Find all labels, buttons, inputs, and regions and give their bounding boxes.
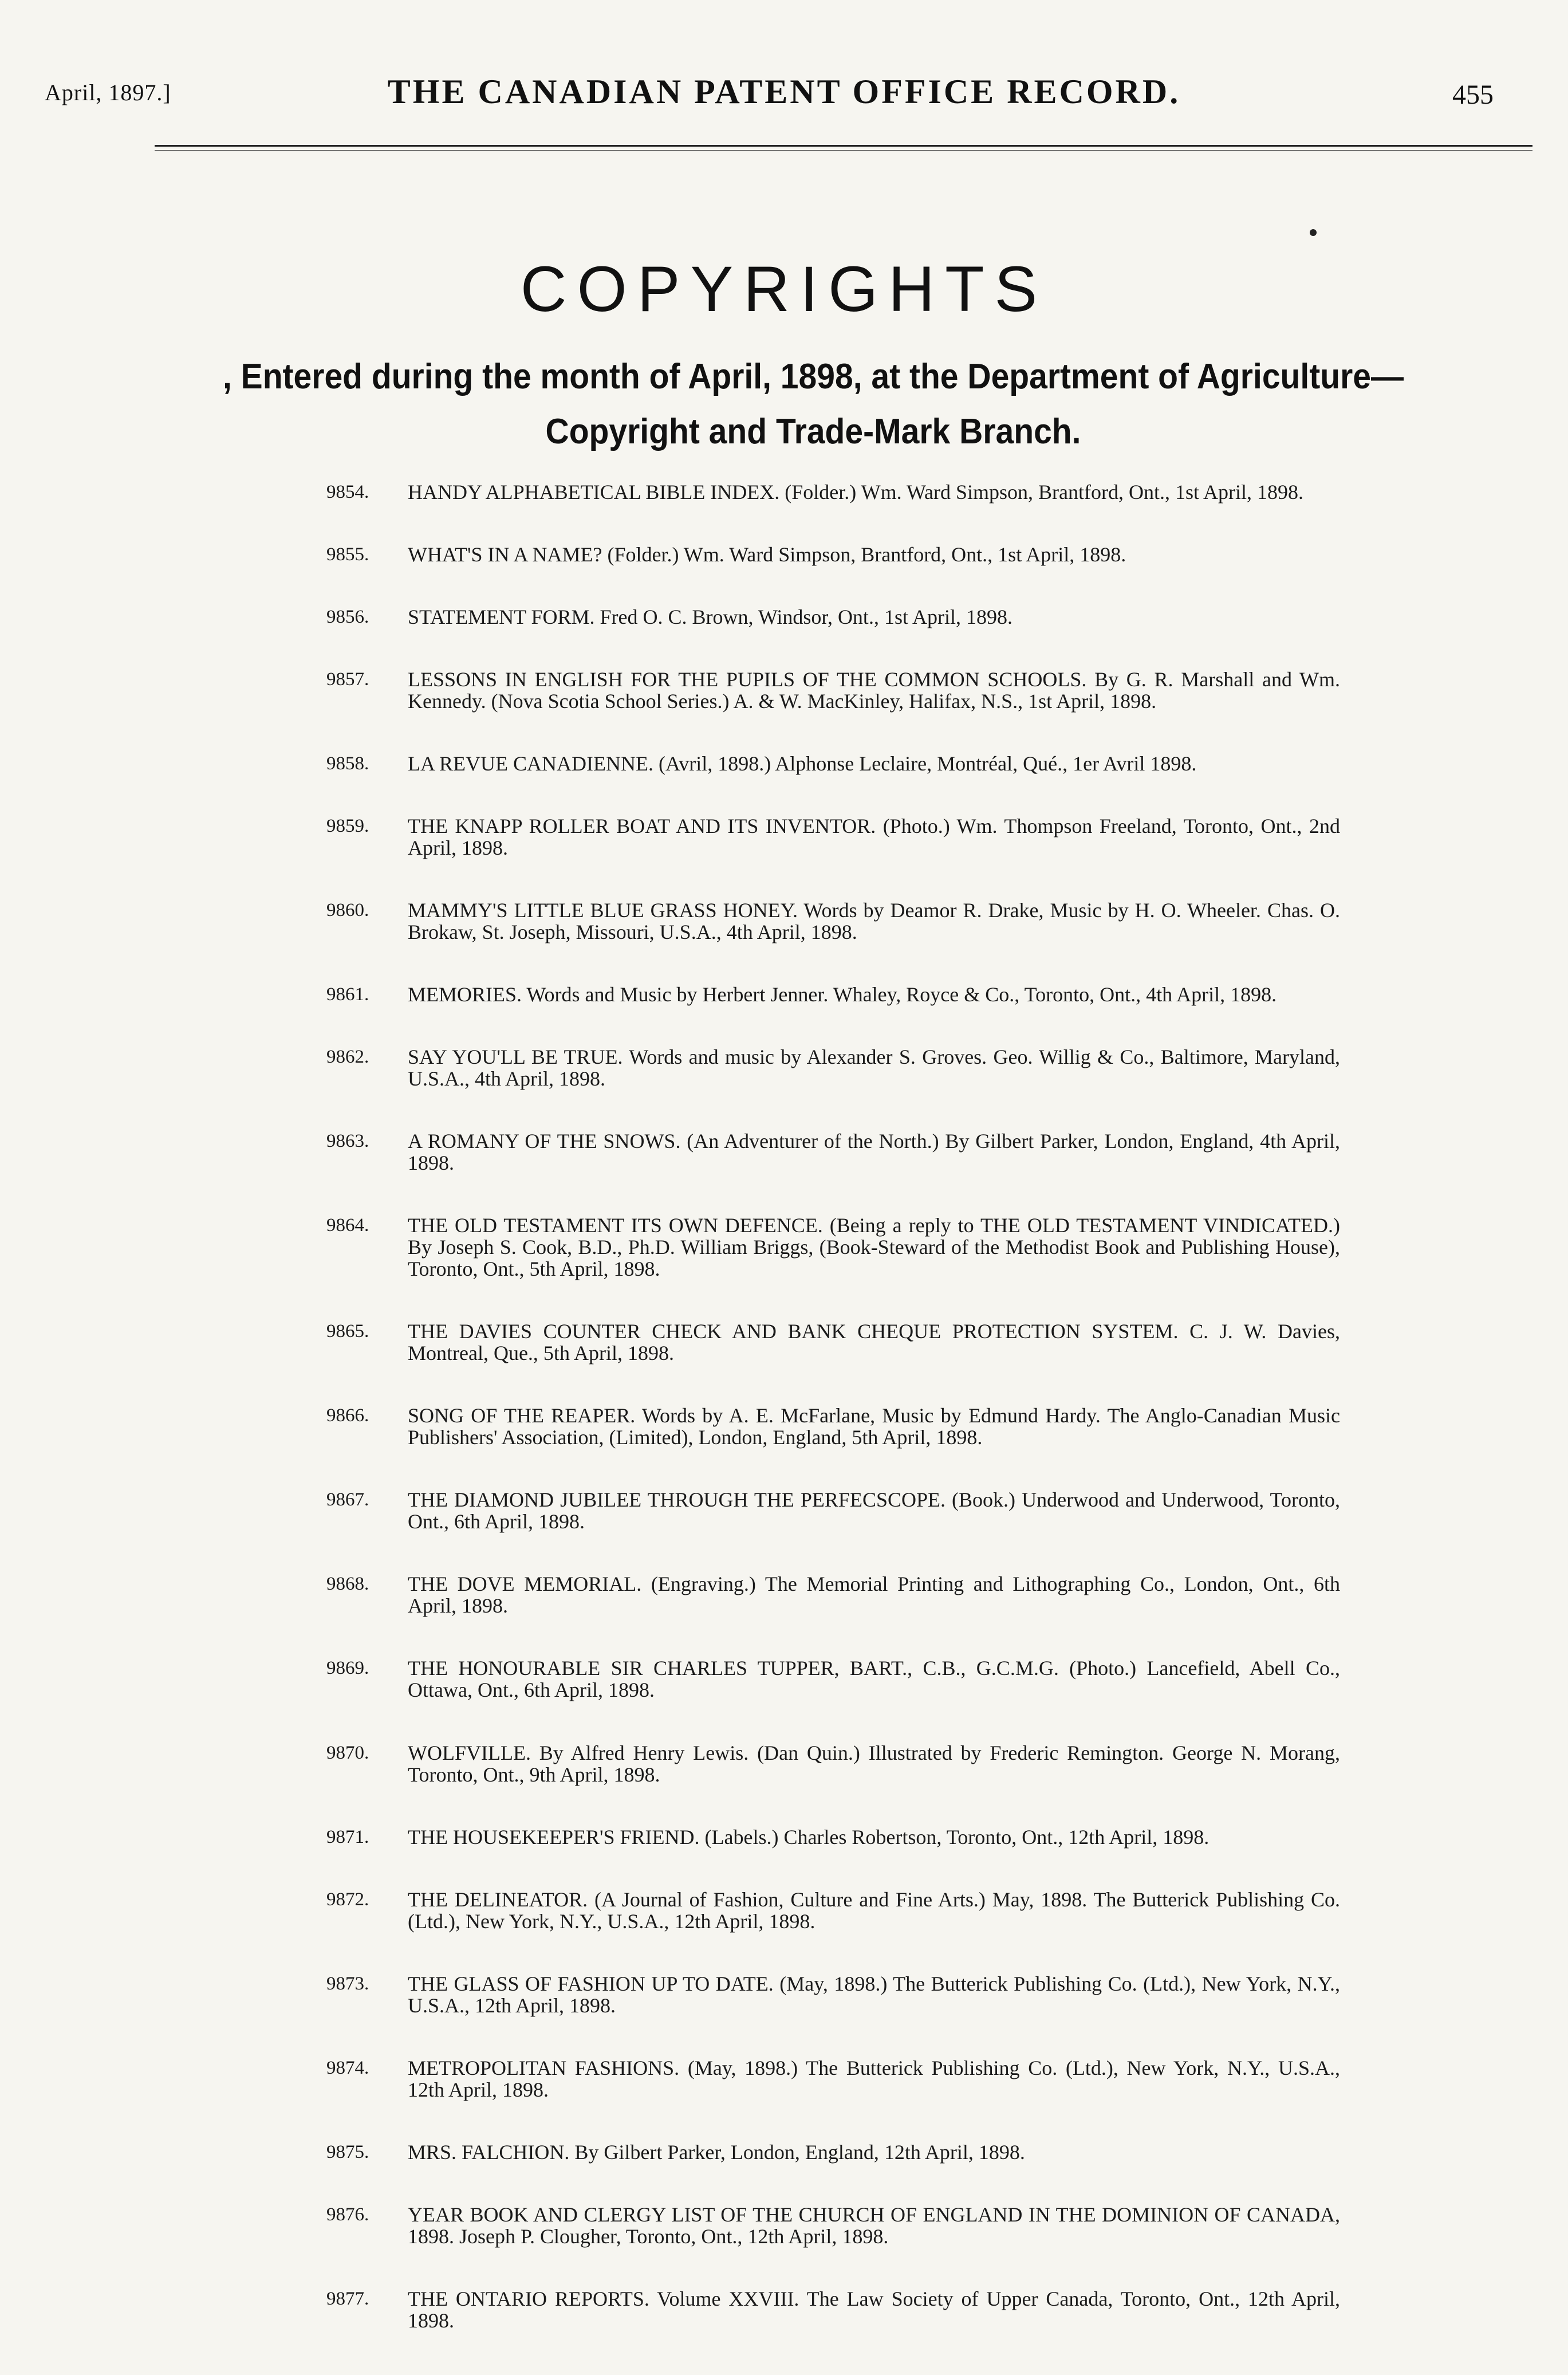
entry-number: 9877. xyxy=(326,2288,369,2309)
entry-text: THE DAVIES COUNTER CHECK AND BANK CHEQUE PROTECTION SYSTEM. C. J. W. Davies, Montreal, Que., 5th April, 1898. xyxy=(408,1320,1340,1365)
entry-text: WOLFVILLE. By Alfred Henry Lewis. (Dan Quin.) Illustrated by Frederic Remington. George N. Morang, Toronto, Ont., 9th April, 1898. xyxy=(408,1741,1340,1786)
copyright-entry xyxy=(326,1826,1340,1848)
copyright-entry xyxy=(326,753,1340,774)
page-number: 455 xyxy=(1452,80,1494,110)
entry-number: 9862. xyxy=(326,1047,369,1068)
entry-number: 9864. xyxy=(326,1215,369,1236)
copyright-entry xyxy=(326,1889,1340,1932)
entry-number: 9859. xyxy=(326,816,369,837)
copyright-entry xyxy=(326,1214,1340,1280)
entry-number: 9870. xyxy=(326,1742,369,1763)
copyright-entry xyxy=(326,2057,1340,2101)
copyright-entry xyxy=(326,2141,1340,2163)
copyright-entry xyxy=(326,544,1340,565)
copyright-entry xyxy=(326,2204,1340,2247)
entry-number: 9873. xyxy=(326,1973,369,1994)
header-rule-thin xyxy=(155,150,1532,151)
entry-text: THE OLD TESTAMENT ITS OWN DEFENCE. (Being a reply to THE OLD TESTAMENT VINDICATED.) By Joseph S. Cook, B.D., Ph.D. William Briggs, (Book-Steward of the Methodist Book and Publishing House), Toronto, Ont., 5th April, 1898. xyxy=(408,1214,1340,1281)
entry-text: LA REVUE CANADIENNE. (Avril, 1898.) Alphonse Leclaire, Montréal, Qué., 1er Avril 1898. xyxy=(408,752,1197,776)
entry-number: 9858. xyxy=(326,753,369,774)
entry-text: THE KNAPP ROLLER BOAT AND ITS INVENTOR. (Photo.) Wm. Thompson Freeland, Toronto, Ont., 2nd April, 1898. xyxy=(408,815,1340,860)
entry-text: THE DELINEATOR. (A Journal of Fashion, Culture and Fine Arts.) May, 1898. The Butterick Publishing Co. (Ltd.), New York, N.Y., U.S.A., 12th April, 1898. xyxy=(408,1888,1340,1933)
entry-number: 9856. xyxy=(326,607,369,628)
copyright-entry xyxy=(326,984,1340,1005)
entry-number: 9872. xyxy=(326,1889,369,1910)
entry-text: METROPOLITAN FASHIONS. (May, 1898.) The Butterick Publishing Co. (Ltd.), New York, N.Y., U.S.A., 12th April, 1898. xyxy=(408,2056,1340,2101)
entry-text: THE HONOURABLE SIR CHARLES TUPPER, BART., C.B., G.C.M.G. (Photo.) Lancefield, Abell Co., Ottawa, Ont., 6th April, 1898. xyxy=(408,1657,1340,1702)
copyright-entry xyxy=(326,606,1340,628)
entry-text: YEAR BOOK AND CLERGY LIST OF THE CHURCH OF ENGLAND IN THE DOMINION OF CANADA, 1898. Joseph P. Clougher, Toronto, Ont., 12th April, 1898. xyxy=(408,2203,1340,2248)
copyright-entry xyxy=(326,669,1340,712)
copyright-entry xyxy=(326,1130,1340,1174)
subtitle-line-2: Copyright and Trade-Mark Branch. xyxy=(545,412,1081,451)
ink-dot xyxy=(1310,229,1317,236)
entry-text: THE DOVE MEMORIAL. (Engraving.) The Memorial Printing and Lithographing Co., London, Ont., 6th April, 1898. xyxy=(408,1572,1340,1618)
subtitle-line-1: , Entered during the month of April, 1898, at the Department of Agriculture— xyxy=(222,357,1404,396)
entry-text: MAMMY'S LITTLE BLUE GRASS HONEY. Words by Deamor R. Drake, Music by H. O. Wheeler. Chas. O. Brokaw, St. Joseph, Missouri, U.S.A., 4th April, 1898. xyxy=(408,899,1340,944)
copyright-entry xyxy=(326,1657,1340,1701)
section-title: COPYRIGHTS xyxy=(520,253,1048,325)
entry-number: 9875. xyxy=(326,2141,369,2162)
entry-number: 9868. xyxy=(326,1574,369,1595)
entry-number: 9867. xyxy=(326,1489,369,1511)
copyright-entry xyxy=(326,481,1340,503)
entry-text: LESSONS IN ENGLISH FOR THE PUPILS OF THE COMMON SCHOOLS. By G. R. Marshall and Wm. Kennedy. (Nova Scotia School Series.) A. & W. MacKinley, Halifax, N.S., 1st April, 1898. xyxy=(408,668,1340,713)
entry-number: 9855. xyxy=(326,544,369,565)
copyright-entries-list xyxy=(326,481,1340,2331)
entry-number: 9866. xyxy=(326,1405,369,1426)
copyright-entry xyxy=(326,1046,1340,1090)
entry-text: MRS. FALCHION. By Gilbert Parker, London, England, 12th April, 1898. xyxy=(408,2140,1025,2164)
entry-text: HANDY ALPHABETICAL BIBLE INDEX. (Folder.) Wm. Ward Simpson, Brantford, Ont., 1st April, 1898. xyxy=(408,481,1304,504)
header-date: April, 1897.] xyxy=(45,80,171,105)
header-title: THE CANADIAN PATENT OFFICE RECORD. xyxy=(387,73,1181,111)
entry-number: 9865. xyxy=(326,1321,369,1342)
copyright-entry xyxy=(326,1573,1340,1617)
copyright-entry xyxy=(326,1489,1340,1532)
entry-text: THE GLASS OF FASHION UP TO DATE. (May, 1898.) The Butterick Publishing Co. (Ltd.), New York, N.Y., U.S.A., 12th April, 1898. xyxy=(408,1972,1340,2017)
page-header xyxy=(0,0,1568,155)
entry-number: 9869. xyxy=(326,1658,369,1679)
entry-number: 9874. xyxy=(326,2057,369,2078)
entry-text: THE ONTARIO REPORTS. Volume XXVIII. The Law Society of Upper Canada, Toronto, Ont., 12th April, 1898. xyxy=(408,2287,1340,2332)
entry-text: SONG OF THE REAPER. Words by A. E. McFarlane, Music by Edmund Hardy. The Anglo-Canadian Music Publishers' Association, (Limited), London, England, 5th April, 1898. xyxy=(408,1404,1340,1449)
entry-text: STATEMENT FORM. Fred O. C. Brown, Windsor, Ont., 1st April, 1898. xyxy=(408,605,1012,629)
copyright-entry xyxy=(326,815,1340,859)
copyright-entry xyxy=(326,1742,1340,1786)
section-subtitle xyxy=(139,349,1487,459)
entry-text: MEMORIES. Words and Music by Herbert Jenner. Whaley, Royce & Co., Toronto, Ont., 4th April, 1898. xyxy=(408,983,1277,1006)
entry-number: 9860. xyxy=(326,900,369,921)
copyright-entry xyxy=(326,1973,1340,2016)
header-rule xyxy=(155,145,1532,147)
entry-text: WHAT'S IN A NAME? (Folder.) Wm. Ward Simpson, Brantford, Ont., 1st April, 1898. xyxy=(408,543,1126,567)
entry-number: 9871. xyxy=(326,1826,369,1847)
entry-number: 9863. xyxy=(326,1131,369,1152)
entry-text: THE HOUSEKEEPER'S FRIEND. (Labels.) Charles Robertson, Toronto, Ont., 12th April, 1898. xyxy=(408,1825,1210,1849)
copyright-entry xyxy=(326,2288,1340,2331)
entry-number: 9857. xyxy=(326,669,369,690)
copyright-entry xyxy=(326,1405,1340,1448)
entry-number: 9854. xyxy=(326,482,369,502)
entry-text: A ROMANY OF THE SNOWS. (An Adventurer of the North.) By Gilbert Parker, London, England, 4th April, 1898. xyxy=(408,1130,1340,1175)
entry-text: SAY YOU'LL BE TRUE. Words and music by Alexander S. Groves. Geo. Willig & Co., Baltimore, Maryland, U.S.A., 4th April, 1898. xyxy=(408,1045,1340,1091)
entry-text: THE DIAMOND JUBILEE THROUGH THE PERFECSCOPE. (Book.) Underwood and Underwood, Toronto, Ont., 6th April, 1898. xyxy=(408,1488,1340,1533)
entry-number: 9876. xyxy=(326,2204,369,2225)
entry-number: 9861. xyxy=(326,984,369,1005)
copyright-entry xyxy=(326,899,1340,943)
copyright-entry xyxy=(326,1320,1340,1364)
